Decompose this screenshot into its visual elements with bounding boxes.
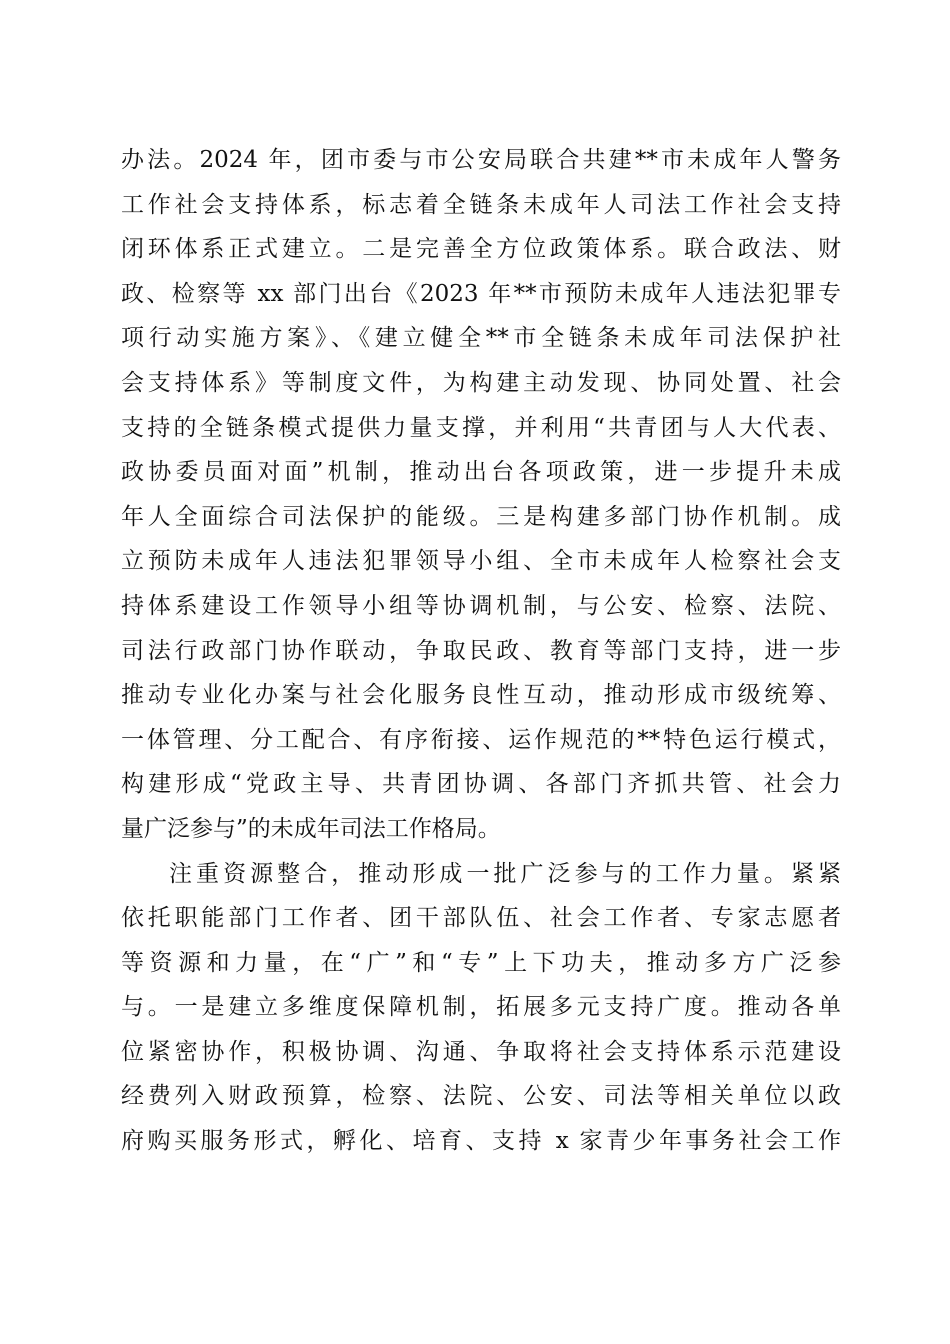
- text-line: 立预防未成年人违法犯罪领导小组、全市未成年人检察社会支: [121, 548, 841, 575]
- text-line: 与。一是建立多维度保障机制，拓展多元支持广度。推动各单: [121, 994, 841, 1021]
- text-line: 支持的全链条模式提供力量支撑，并利用“共青团与人大代表、: [121, 414, 841, 441]
- text-line: 依托职能部门工作者、团干部队伍、社会工作者、专家志愿者: [121, 905, 841, 932]
- text-line: 会支持体系》等制度文件，为构建主动发现、协同处置、社会: [121, 369, 841, 396]
- paragraph: [121, 852, 841, 1164]
- text-line: 办法。2024 年，团市委与市公安局联合共建**市未成年人警务: [121, 147, 841, 173]
- text-line: 府购买服务形式，孵化、培育、支持 x 家青少年事务社会工作: [121, 1128, 841, 1155]
- text-line: 政、检察等 xx 部门出台《2023 年**市预防未成年人违法犯罪专: [121, 280, 841, 307]
- text-line: 司法行政部门协作联动，争取民政、教育等部门支持，进一步: [121, 637, 841, 664]
- text-line: 等资源和力量，在“广”和“专”上下功夫，推动多方广泛参: [121, 949, 841, 976]
- text-line: 注重资源整合，推动形成一批广泛参与的工作力量。紧紧: [169, 860, 841, 887]
- text-line: 经费列入财政预算，检察、法院、公安、司法等相关单位以政: [121, 1083, 841, 1110]
- text-line: 持体系建设工作领导小组等协调机制，与公安、检察、法院、: [121, 592, 841, 619]
- text-line: 工作社会支持体系，标志着全链条未成年人司法工作社会支持: [121, 191, 841, 218]
- text-line: 政协委员面对面”机制，推动出台各项政策，进一步提升未成: [121, 459, 841, 486]
- text-line: 量广泛参与”的未成年司法工作格局。: [121, 815, 501, 842]
- text-line: 位紧密协作，积极协调、沟通、争取将社会支持体系示范建设: [121, 1038, 841, 1065]
- paragraph: [121, 138, 841, 852]
- document-body: [121, 138, 841, 1164]
- text-line: 构建形成“党政主导、共青团协调、各部门齐抓共管、社会力: [121, 771, 841, 798]
- text-line: 闭环体系正式建立。二是完善全方位政策体系。联合政法、财: [121, 236, 841, 263]
- text-line: 一体管理、分工配合、有序衔接、运作规范的**特色运行模式，: [121, 726, 841, 753]
- text-line: 项行动实施方案》、《建立健全**市全链条未成年司法保护社: [121, 325, 841, 352]
- text-line: 推动专业化办案与社会化服务良性互动，推动形成市级统筹、: [121, 682, 841, 709]
- text-line: 年人全面综合司法保护的能级。三是构建多部门协作机制。成: [121, 503, 841, 530]
